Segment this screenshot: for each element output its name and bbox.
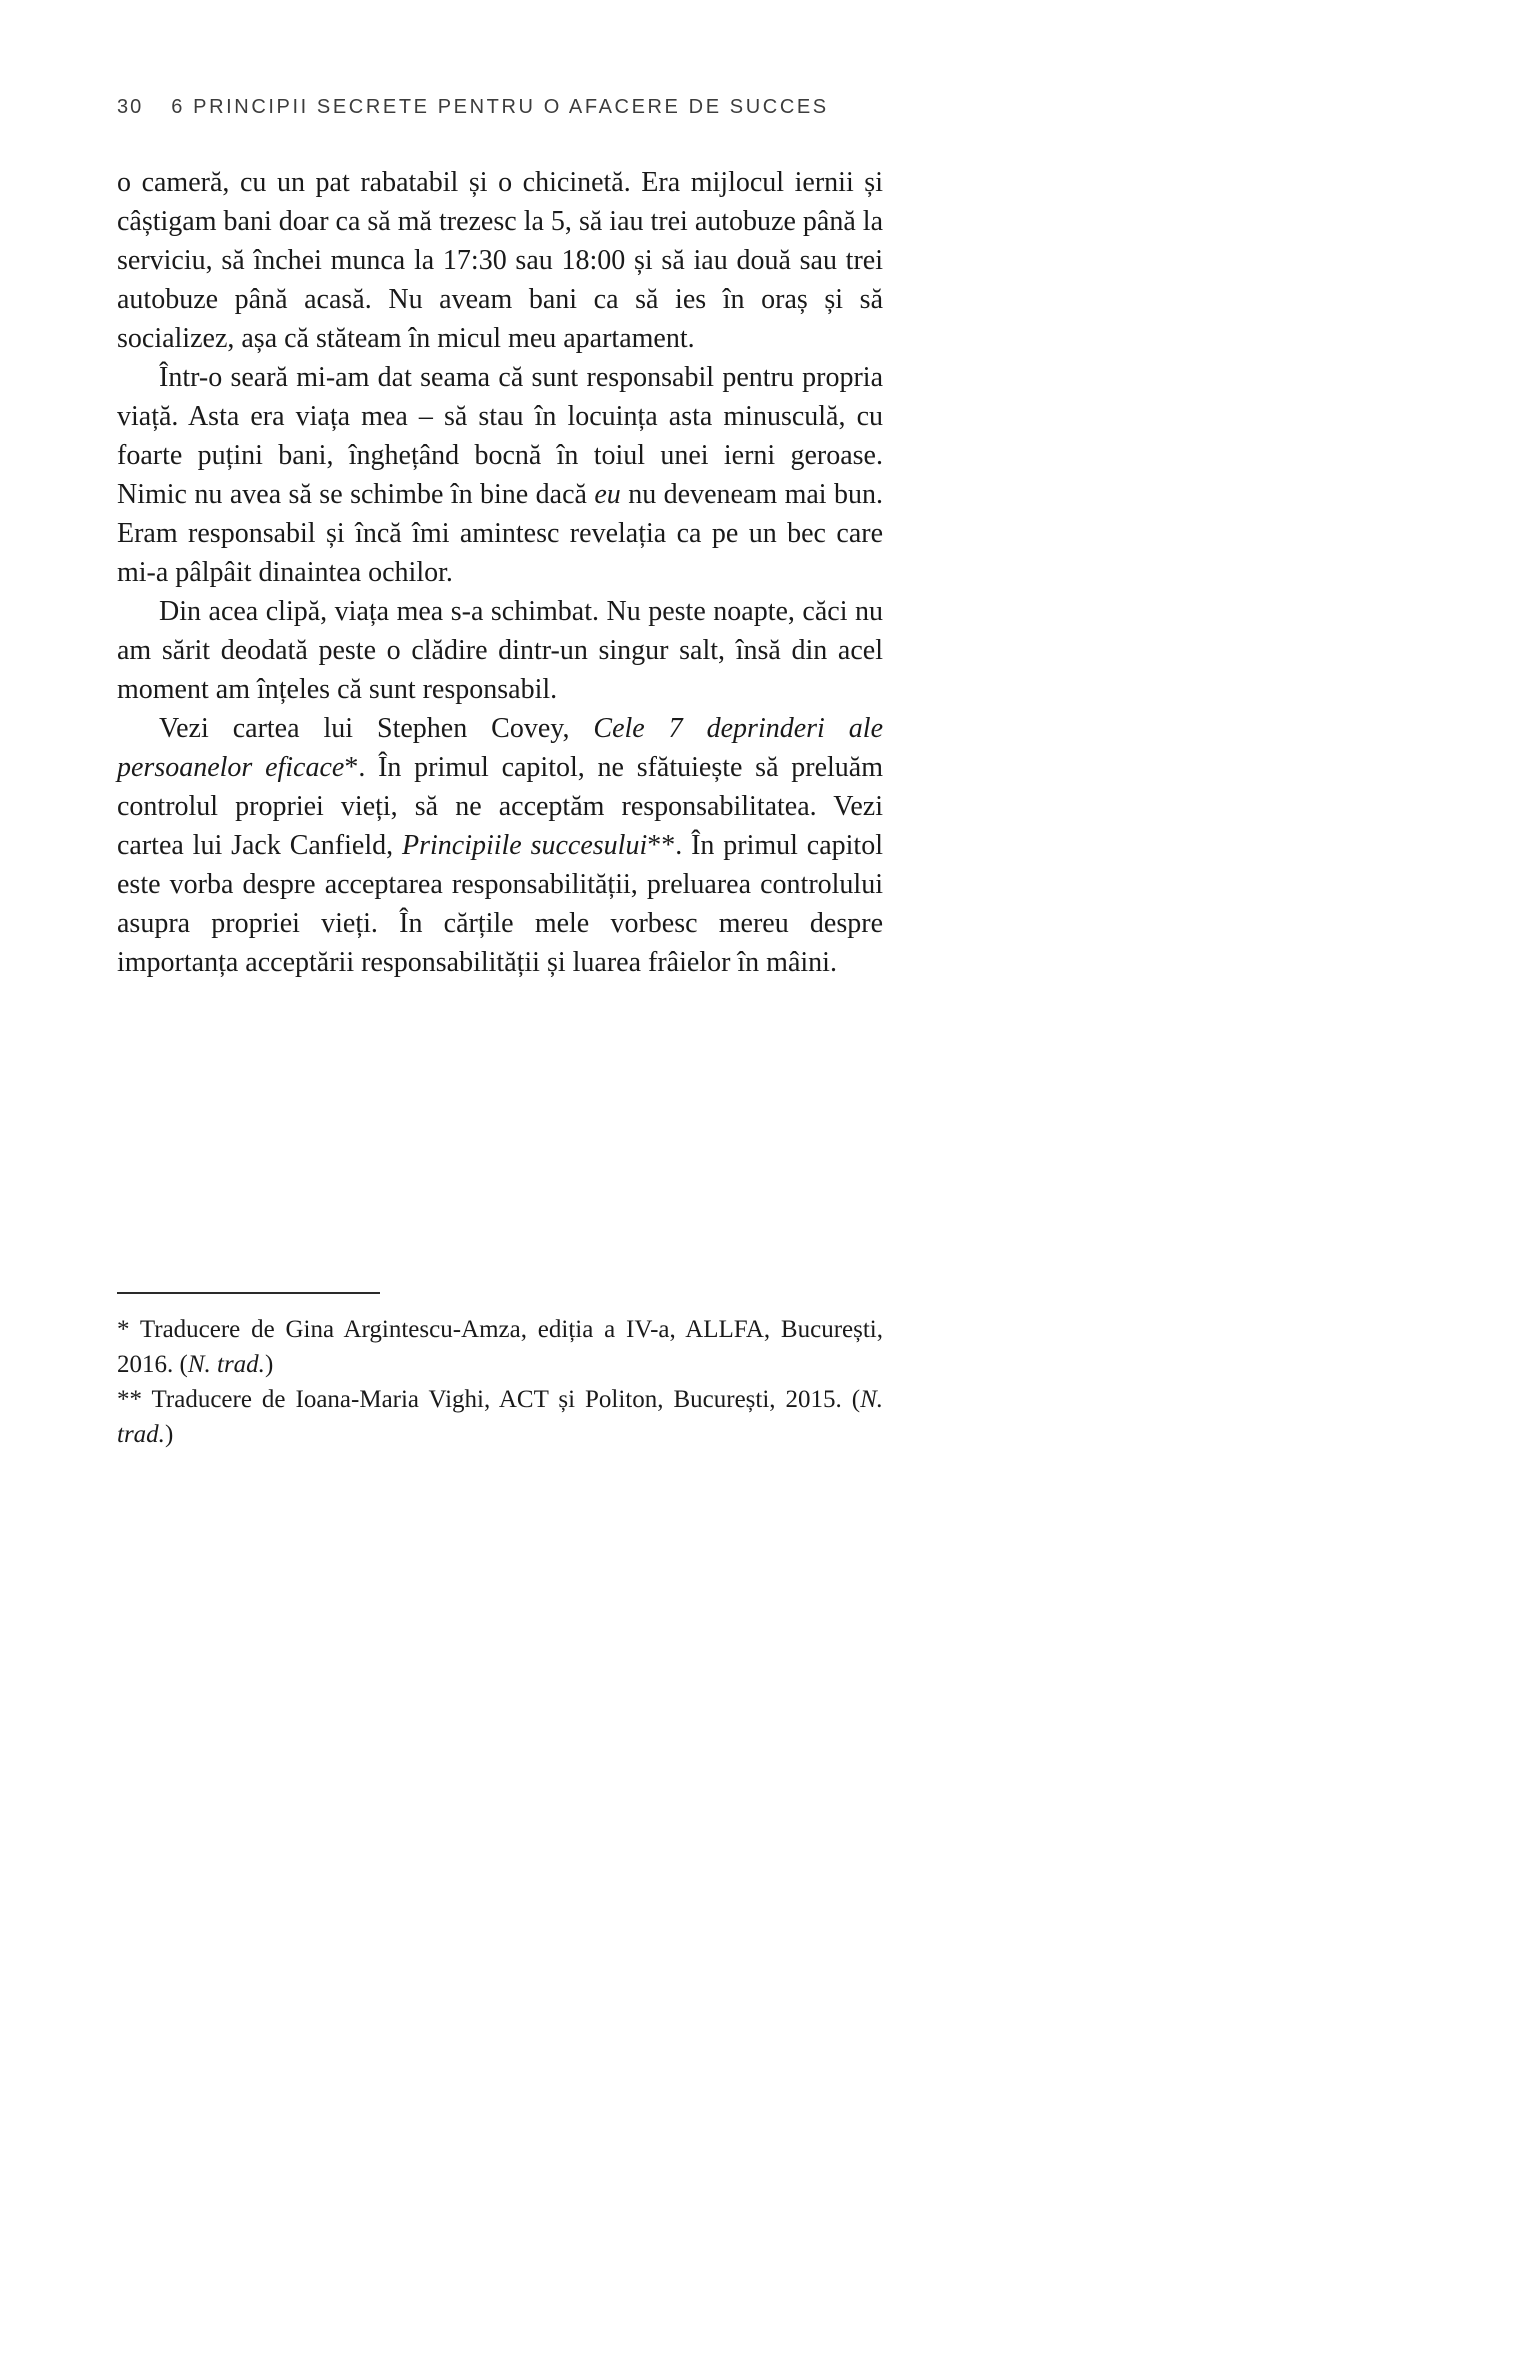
footnote-separator-rule [117,1292,380,1294]
text-run: Din acea clipă, viața mea s-a schimbat. Nu peste noapte, căci nu am sărit deodată peste o clădire dintr-un singur salt, însă din acel moment am înțeles că sunt responsabil. [117,596,883,705]
footnotes [117,1312,883,1452]
italic-run: eu [594,479,621,510]
footnote-2 [117,1382,883,1452]
text-run: *. În primul capitol, ne sfătuiește să preluăm controlul propriei vieți, să ne acceptăm responsabilitatea. Vezi cartea lui Jack Canfield, [117,752,883,861]
italic-run: Principiile succesului [401,830,648,861]
text-run: * Traducere de Gina Argintescu-Amza, ediția a IV-a, ALLFA, București, 2016. ( [117,1316,883,1378]
text-run: ) [164,1421,174,1448]
text-run: Vezi cartea lui Stephen Covey, [159,713,594,744]
text-run: nu deveneam mai bun. Eram responsabil și încă îmi amintesc revelația ca pe un bec care mi-a pâlpâit dinaintea ochilor. [117,479,884,588]
body-text [117,163,883,982]
text-run: ) [264,1351,274,1378]
italic-run: N. trad. [187,1351,265,1378]
text-run: Într-o seară mi-am dat seama că sunt responsabil pentru propria viață. Asta era viața mea – să stau în locuința asta minusculă, cu foarte puțini bani, înghețând bocnă în toiul unei ierni geroase. Nimic nu avea să se schimbe în bine dacă [117,362,883,510]
page-number: 30 [117,96,144,118]
footnote-1 [117,1312,883,1382]
paragraph-2 [117,358,883,592]
page-header [117,96,883,119]
paragraph-3 [117,592,883,709]
paragraph-1 [117,163,883,358]
running-head: 6 PRINCIPII SECRETE PENTRU O AFACERE DE SUCCES [171,96,829,118]
text-run: o cameră, cu un pat rabatabil și o chicinetă. Era mijlocul iernii și câștigam bani doar ca să mă trezesc la 5, să iau trei autobuze până la serviciu, să închei munca la 17:30 sau 18:00 și să iau două sau trei autobuze până acasă. Nu aveam bani ca să ies în oraș și să socializez, așa că stăteam în micul meu apartament. [117,167,883,354]
footnote-area [117,1292,883,1452]
italic-run: N. trad. [117,1386,883,1448]
italic-run: Cele 7 deprinderi ale persoanelor eficace [117,713,883,783]
text-run: ** Traducere de Ioana-Maria Vighi, ACT și Politon, București, 2015. ( [117,1386,861,1413]
paragraph-4 [117,709,883,982]
text-run: **. În primul capitol este vorba despre acceptarea responsabilității, preluarea controlului asupra propriei vieți. În cărțile mele vorbesc mereu despre importanța acceptării responsabilității și luarea frâielor în mâini. [117,830,883,978]
